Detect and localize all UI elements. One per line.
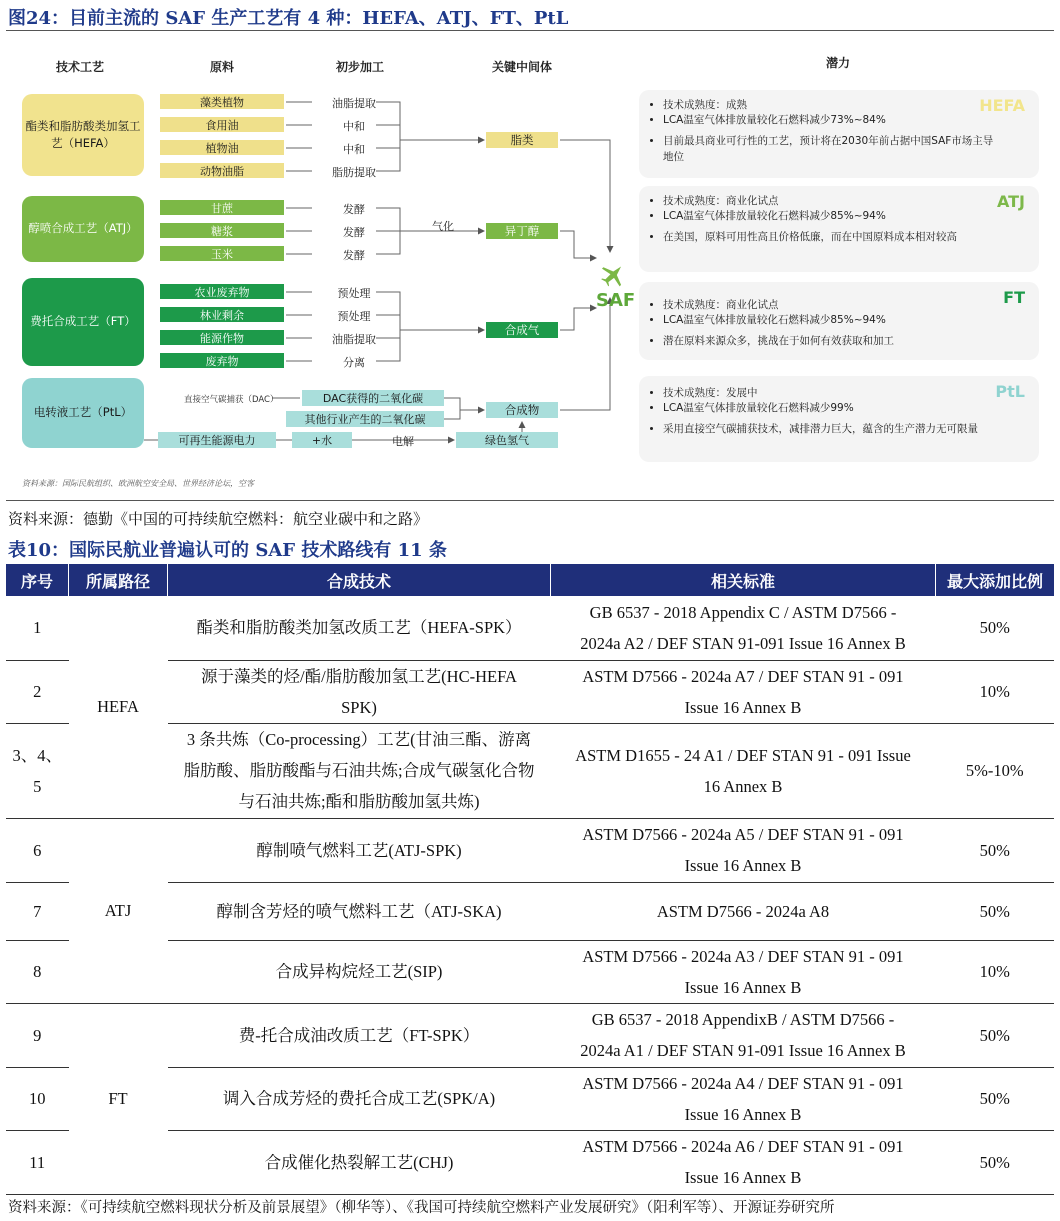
feedstock: 食用油: [160, 117, 284, 132]
cell-tech: 源于藻类的烃/酯/脂肪酸加氢工艺(HC-HEFA SPK): [168, 660, 551, 723]
cell-std: GB 6537 - 2018 AppendixB / ASTM D7566 - 2024a A1 / DEF STAN 91-091 Issue 16 Annex B: [551, 1003, 936, 1067]
step: 预处理: [337, 287, 371, 300]
col-head-process: 技术工艺: [56, 60, 105, 74]
step: 中和: [343, 143, 365, 156]
col-header: 最大添加比例: [936, 564, 1055, 596]
card-point: • LCA温室气体排放量较化石燃料减少99%: [663, 401, 1039, 416]
intermediate-lipids: 脂类: [486, 132, 558, 148]
card-point: • 技术成熟度：成熟: [663, 98, 1039, 113]
col-head-intermediate: 关键中间体: [492, 60, 553, 74]
cell-std: ASTM D7566 - 2024a A7 / DEF STAN 91 - 091 Issue 16 Annex B: [551, 660, 936, 723]
card-tag: HEFA: [979, 96, 1025, 115]
process-ptl: 电转液工艺（PtL）: [22, 378, 144, 448]
table-row: [6, 1003, 1054, 1067]
cell-no: 6: [6, 818, 69, 882]
potential-card-ft: [639, 282, 1039, 360]
figure-title: 图24：目前主流的 SAF 生产工艺有 4 种：HEFA、ATJ、FT、PtL: [8, 8, 569, 29]
card-tag: PtL: [995, 382, 1025, 401]
co2-dac: DAC获得的二氧化碳: [302, 390, 444, 406]
col-header: 序号: [6, 564, 69, 596]
cell-tech: 3 条共炼（Co-processing）工艺(甘油三酯、游离 脂肪酸、脂肪酸酯与石油共炼;合成气碳氢化合物 与石油共炼;酯和脂肪酸加氢共炼): [168, 723, 551, 818]
step: 中和: [343, 120, 365, 133]
card-point: • 技术成熟度：商业化试点: [663, 298, 1039, 313]
cell-ratio: 50%: [936, 596, 1055, 660]
intermediate-isobutanol: 异丁醇: [486, 223, 558, 239]
cell-std: ASTM D1655 - 24 A1 / DEF STAN 91 - 091 Issue 16 Annex B: [551, 723, 936, 818]
cell-std: ASTM D7566 - 2024a A5 / DEF STAN 91 - 091 Issue 16 Annex B: [551, 818, 936, 882]
dac-label: 直接空气碳捕获（DAC）: [184, 395, 279, 405]
cell-no: 8: [6, 940, 69, 1003]
co2-industry: 其他行业产生的二氧化碳: [286, 411, 444, 427]
cell-tech: 醇制含芳烃的喷气燃料工艺（ATJ-SKA): [168, 882, 551, 940]
feedstock: 能源作物: [160, 330, 284, 345]
table-header-row: [6, 564, 1054, 596]
col-head-preprocess: 初步加工: [336, 60, 385, 74]
gasification-label: 气化: [432, 220, 454, 233]
cell-ratio: 50%: [936, 882, 1055, 940]
green-hydrogen: 绿色氢气: [456, 432, 558, 448]
cell-tech: 费-托合成油改质工艺（FT-SPK）: [168, 1003, 551, 1067]
col-header: 相关标准: [551, 564, 936, 596]
cell-no: 9: [6, 1003, 69, 1067]
table-source: 资料来源：《可持续航空燃料现状分析及前景展望》（柳华等）、《我国可持续航空燃料产业发展研究》（阳利军等）、开源证券研究所: [8, 1200, 835, 1216]
card-tag: ATJ: [996, 192, 1025, 211]
feedstock: 农业废弃物: [160, 284, 284, 299]
cell-tech: 调入合成芳烃的费托合成工艺(SPK/A): [168, 1067, 551, 1130]
cell-std: ASTM D7566 - 2024a A6 / DEF STAN 91 - 091 Issue 16 Annex B: [551, 1130, 936, 1194]
card-point: • 技术成熟度：发展中: [663, 386, 1039, 401]
process-ft: 费托合成工艺（FT）: [22, 278, 144, 366]
cell-path: FT: [69, 1003, 168, 1194]
step: 油脂提取: [332, 97, 376, 110]
saf-process-diagram: [14, 44, 1054, 494]
step: 分离: [343, 356, 365, 369]
table-row: [6, 818, 1054, 882]
cell-std: ASTM D7566 - 2024a A3 / DEF STAN 91 - 091 Issue 16 Annex B: [551, 940, 936, 1003]
card-point: • LCA温室气体排放量较化石燃料减少85%~94%: [663, 313, 1039, 328]
potential-card-ptl: [639, 376, 1039, 462]
electrolysis-label: 电解: [392, 435, 414, 448]
cell-tech: 合成异构烷烃工艺(SIP): [168, 940, 551, 1003]
card-point: • 潜在原料来源众多，挑战在于如何有效获取和加工: [663, 334, 1039, 349]
card-point: • 在美国，原料可用性高且价格低廉，而在中国原料成本相对较高: [663, 230, 1003, 245]
step: 发酵: [343, 226, 365, 239]
col-head-potential: 潜力: [826, 56, 851, 70]
cell-path: ATJ: [69, 818, 168, 1003]
table-row: [6, 596, 1054, 660]
step: 发酵: [343, 203, 365, 216]
feedstock: 废弃物: [160, 353, 284, 368]
cell-no: 3、4、5: [6, 723, 69, 818]
card-tag: FT: [1003, 288, 1025, 307]
feedstock: 林业剩余: [160, 307, 284, 322]
card-point: • 采用直接空气碳捕获技术，减排潜力巨大，蕴含的生产潜力无可限量: [663, 422, 1003, 437]
cell-std: ASTM D7566 - 2024a A4 / DEF STAN 91 - 091 Issue 16 Annex B: [551, 1067, 936, 1130]
feedstock: 甘蔗: [160, 200, 284, 215]
potential-card-atj: [639, 186, 1039, 272]
cell-no: 7: [6, 882, 69, 940]
cell-tech: 醇制喷气燃料工艺(ATJ-SPK): [168, 818, 551, 882]
title-rule: [6, 30, 1054, 31]
intermediate-syngas: 合成气: [486, 322, 558, 338]
saf-label: SAF: [596, 290, 636, 311]
feedstock: 植物油: [160, 140, 284, 155]
card-point: • 目前最具商业可行性的工艺，预计将在2030年前占据中国SAF市场主导地位: [663, 134, 1003, 164]
airplane-icon: [600, 262, 628, 288]
cell-no: 10: [6, 1067, 69, 1130]
feedstock: 糖浆: [160, 223, 284, 238]
cell-tech: 合成催化热裂解工艺(CHJ): [168, 1130, 551, 1194]
cell-ratio: 50%: [936, 1003, 1055, 1067]
cell-ratio: 10%: [936, 940, 1055, 1003]
cell-ratio: 10%: [936, 660, 1055, 723]
cell-tech: 酯类和脂肪酸类加氢改质工艺（HEFA-SPK）: [168, 596, 551, 660]
process-atj: 醇喷合成工艺（ATJ）: [22, 196, 144, 262]
intermediate-syncrude: 合成物: [486, 402, 558, 418]
feedstock: 动物油脂: [160, 163, 284, 178]
potential-card-hefa: [639, 90, 1039, 178]
step: 油脂提取: [332, 333, 376, 346]
cell-path: HEFA: [69, 596, 168, 818]
feedstock: 藻类植物: [160, 94, 284, 109]
renewable-power: 可再生能源电力: [158, 432, 276, 448]
feedstock: 玉米: [160, 246, 284, 261]
cell-no: 2: [6, 660, 69, 723]
col-header: 所属路径: [69, 564, 168, 596]
cell-ratio: 50%: [936, 1067, 1055, 1130]
cell-std: GB 6537 - 2018 Appendix C / ASTM D7566 - 2024a A2 / DEF STAN 91-091 Issue 16 Annex B: [551, 596, 936, 660]
water-input: +水: [292, 432, 352, 448]
card-point: • LCA温室气体排放量较化石燃料减少85%~94%: [663, 209, 1039, 224]
divider: [6, 500, 1054, 501]
saf-routes-table: [6, 564, 1054, 1195]
cell-ratio: 5%-10%: [936, 723, 1055, 818]
cell-ratio: 50%: [936, 1130, 1055, 1194]
step: 发酵: [343, 249, 365, 262]
col-header: 合成技术: [168, 564, 551, 596]
table-title: 表10：国际民航业普遍认可的 SAF 技术路线有 11 条: [8, 540, 447, 561]
process-hefa: 酯类和脂肪酸类加氢工艺（HEFA）: [22, 94, 144, 176]
figure-source: 资料来源：德勤《中国的可持续航空燃料：航空业碳中和之路》: [8, 510, 429, 528]
cell-ratio: 50%: [936, 818, 1055, 882]
step: 预处理: [337, 310, 371, 323]
cell-no: 1: [6, 596, 69, 660]
col-head-feedstock: 原料: [210, 60, 235, 74]
step: 脂肪提取: [332, 166, 376, 179]
saf-node: [596, 262, 636, 311]
card-point: • 技术成熟度：商业化试点: [663, 194, 1039, 209]
cell-std: ASTM D7566 - 2024a A8: [551, 882, 936, 940]
card-point: • LCA温室气体排放量较化石燃料减少73%~84%: [663, 113, 1039, 128]
cell-no: 11: [6, 1130, 69, 1194]
inner-source-note: 资料来源：国际民航组织、欧洲航空安全局、世界经济论坛，空客: [22, 479, 254, 488]
